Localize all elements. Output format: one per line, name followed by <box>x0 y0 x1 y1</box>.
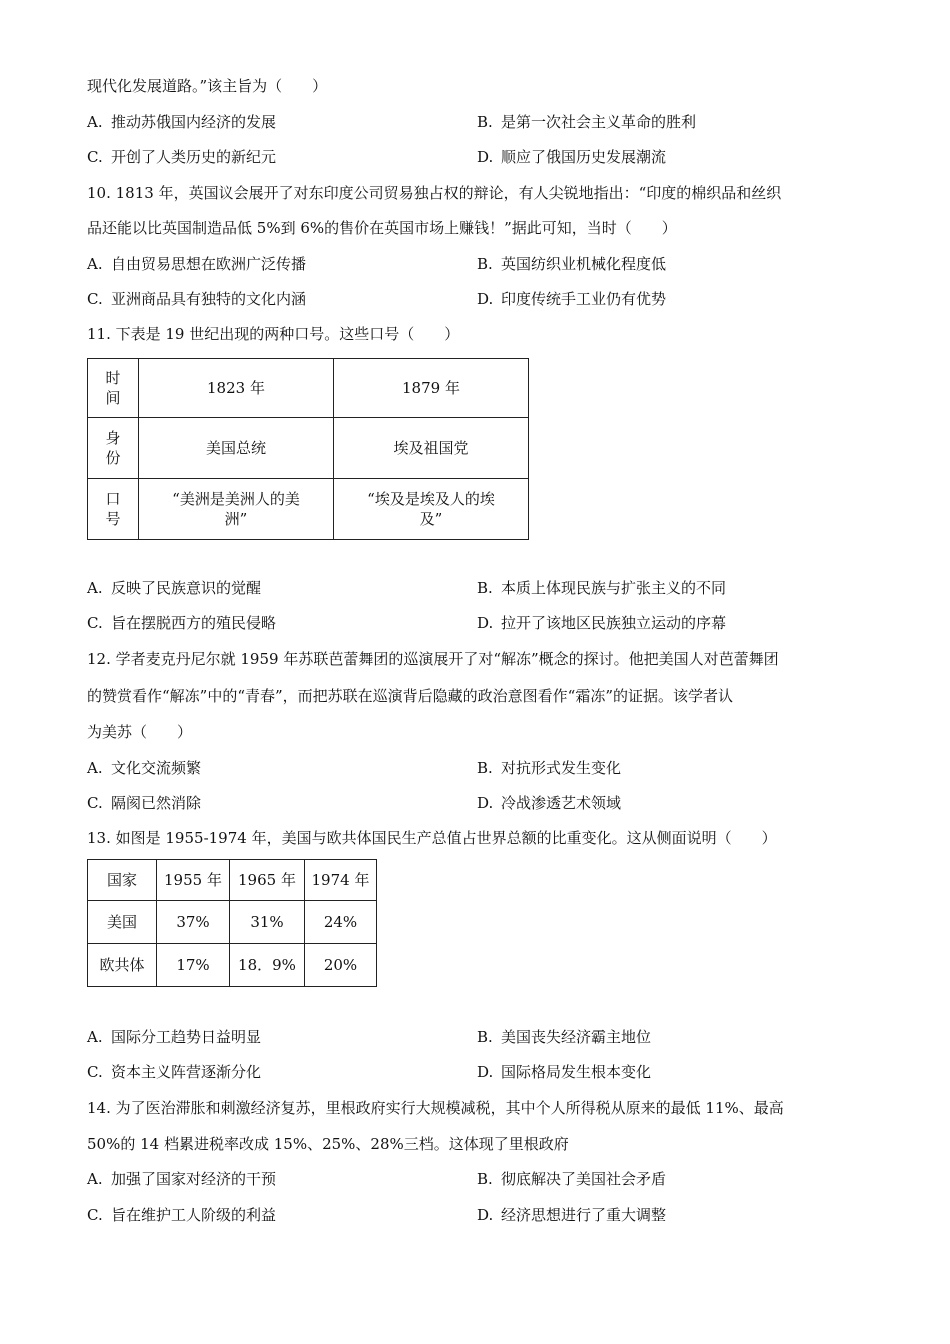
row-header-slogan: 口号 <box>88 479 139 540</box>
q13-option-a[interactable]: A. 国际分工趋势日益明显 <box>87 1028 262 1046</box>
q13-option-b[interactable]: B. 美国丧失经济霸主地位 <box>477 1028 652 1046</box>
q9-option-c[interactable]: C. 开创了人类历史的新纪元 <box>87 148 277 166</box>
q14-stem-line1: 14. 为了医治滞胀和刺激经济复苏，里根政府实行大规模减税，其中个人所得税从原来的最低 11%、最高 <box>87 1099 784 1117</box>
q10-stem-line2: 品还能以比英国制造品低 5%到 6%的售价在英国市场上赚钱！”据此可知，当时（ ） <box>87 219 677 237</box>
table-cell: 美国总统 <box>139 418 334 479</box>
q12-stem-line2: 的赞赏看作“解冻”中的“青春”，而把苏联在巡演背后隐藏的政治意图看作“霜冻”的证据。该学者认 <box>87 687 734 705</box>
q12-option-b[interactable]: B. 对抗形式发生变化 <box>477 759 622 777</box>
table-cell: “埃及是埃及人的埃及” <box>334 479 529 540</box>
q11-option-c[interactable]: C. 旨在摆脱西方的殖民侵略 <box>87 614 277 632</box>
table-cell: 1879 年 <box>334 359 529 418</box>
table-cell: “美洲是美洲人的美洲” <box>139 479 334 540</box>
table-header-cell: 1974 年 <box>305 860 377 901</box>
q9-option-b[interactable]: B. 是第一次社会主义革命的胜利 <box>477 113 697 131</box>
slogan-table <box>87 358 529 540</box>
table-row <box>88 944 377 987</box>
table-cell: 24% <box>305 901 377 944</box>
table-row <box>88 901 377 944</box>
table-cell: 31% <box>230 901 305 944</box>
q14-option-c[interactable]: C. 旨在维护工人阶级的利益 <box>87 1206 277 1224</box>
q11-option-d[interactable]: D. 拉开了该地区民族独立运动的序幕 <box>477 614 727 632</box>
table-row <box>88 418 529 479</box>
table-row <box>88 359 529 418</box>
q11-stem: 11. 下表是 19 世纪出现的两种口号。这些口号（ ） <box>87 325 460 343</box>
q12-stem-line1: 12. 学者麦克丹尼尔就 1959 年苏联芭蕾舞团的巡演展开了对“解冻”概念的探讨。他把美国人对芭蕾舞团 <box>87 650 779 668</box>
table-header-cell: 国家 <box>88 860 157 901</box>
q10-option-d[interactable]: D. 印度传统手工业仍有优势 <box>477 290 667 308</box>
q14-stem-line2: 50%的 14 档累进税率改成 15%、25%、28%三档。这体现了里根政府 <box>87 1135 569 1153</box>
q10-option-a[interactable]: A. 自由贸易思想在欧洲广泛传播 <box>87 255 307 273</box>
q10-option-b[interactable]: B. 英国纺织业机械化程度低 <box>477 255 667 273</box>
q12-option-a[interactable]: A. 文化交流频繁 <box>87 759 202 777</box>
q12-option-d[interactable]: D. 冷战渗透艺术领域 <box>477 794 622 812</box>
q9-option-a[interactable]: A. 推动苏俄国内经济的发展 <box>87 113 277 131</box>
row-header-identity: 身份 <box>88 418 139 479</box>
table-cell: 美国 <box>88 901 157 944</box>
q9-stem-cont: 现代化发展道路。”该主旨为（ ） <box>87 77 328 95</box>
q11-option-b[interactable]: B. 本质上体现民族与扩张主义的不同 <box>477 579 727 597</box>
q13-stem: 13. 如图是 1955-1974 年，美国与欧共体国民生产总值占世界总额的比重变化。这从侧面说明（ ） <box>87 829 777 847</box>
q12-option-c[interactable]: C. 隔阂已然消除 <box>87 794 202 812</box>
table-cell: 20% <box>305 944 377 987</box>
row-header-time: 时间 <box>88 359 139 418</box>
table-header-row <box>88 860 377 901</box>
q14-option-d[interactable]: D. 经济思想进行了重大调整 <box>477 1206 667 1224</box>
q9-option-d[interactable]: D. 顺应了俄国历史发展潮流 <box>477 148 667 166</box>
table-cell: 18．9% <box>230 944 305 987</box>
q12-stem-line3: 为美苏（ ） <box>87 723 193 741</box>
q10-option-c[interactable]: C. 亚洲商品具有独特的文化内涵 <box>87 290 307 308</box>
table-cell: 1823 年 <box>139 359 334 418</box>
table-cell: 欧共体 <box>88 944 157 987</box>
table-cell: 埃及祖国党 <box>334 418 529 479</box>
table-cell: 17% <box>157 944 230 987</box>
table-header-cell: 1965 年 <box>230 860 305 901</box>
table-cell: 37% <box>157 901 230 944</box>
table-row <box>88 479 529 540</box>
q10-stem-line1: 10. 1813 年，英国议会展开了对东印度公司贸易独占权的辩论，有人尖锐地指出：“印度的棉织品和丝织 <box>87 184 782 202</box>
q11-option-a[interactable]: A. 反映了民族意识的觉醒 <box>87 579 262 597</box>
table-header-cell: 1955 年 <box>157 860 230 901</box>
q13-option-d[interactable]: D. 国际格局发生根本变化 <box>477 1063 652 1081</box>
q14-option-a[interactable]: A. 加强了国家对经济的干预 <box>87 1170 277 1188</box>
q13-option-c[interactable]: C. 资本主义阵营逐渐分化 <box>87 1063 262 1081</box>
q14-option-b[interactable]: B. 彻底解决了美国社会矛盾 <box>477 1170 667 1188</box>
gnp-share-table <box>87 859 377 987</box>
